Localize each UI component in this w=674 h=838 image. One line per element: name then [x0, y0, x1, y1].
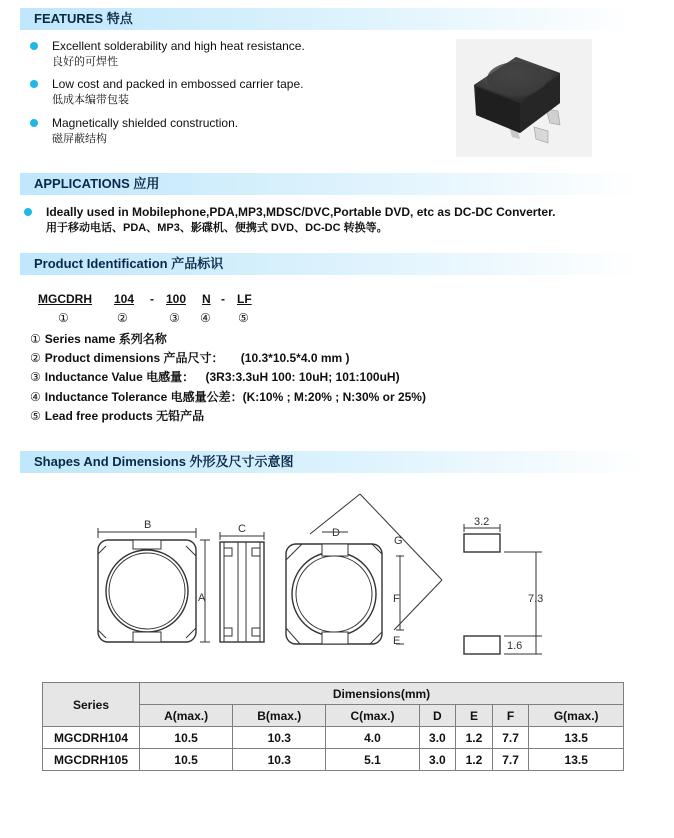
feature-cn: 低成本编带包装 [52, 94, 129, 106]
col-f-header: F [492, 705, 529, 727]
features-header [20, 8, 636, 30]
value-cell: 7.7 [492, 727, 529, 749]
shapes-header-text: Shapes And Dimensions 外形及尺寸示意图 [34, 454, 294, 469]
product-photo [456, 39, 592, 157]
label-pad: 1.6 [507, 640, 523, 652]
value-cell: 5.1 [326, 749, 419, 771]
table-header-row [43, 683, 624, 705]
value-cell: 10.3 [233, 727, 326, 749]
table-row [43, 749, 624, 771]
inductor-image [456, 39, 592, 157]
marker-1: ① [58, 311, 69, 325]
product-id-header-text: Product Identification 产品标识 [34, 256, 224, 271]
feature-item [30, 38, 305, 70]
value-cell: 10.5 [140, 727, 233, 749]
series-header: Series [43, 683, 140, 727]
part-leadfree: LF [237, 292, 252, 306]
dimensions-header: Dimensions(mm) [140, 683, 624, 705]
bullet-dot-icon [30, 42, 38, 50]
applications-header [20, 173, 642, 195]
col-c-header: C(max.) [326, 705, 419, 727]
id-item-num: ④ [30, 390, 41, 404]
id-item-label: Inductance Value 电感量： [44, 370, 195, 384]
series-cell: MGCDRH104 [43, 727, 140, 749]
feature-en: Magnetically shielded construction. [52, 116, 239, 130]
part-separator: - [150, 292, 154, 306]
label-f: F [393, 593, 400, 605]
id-item-num: ⑤ [30, 409, 41, 423]
part-separator: - [221, 292, 225, 306]
id-item-num: ② [30, 351, 41, 365]
value-cell: 7.7 [492, 749, 529, 771]
dimensions-table [42, 682, 624, 771]
id-item-num: ③ [30, 370, 41, 384]
value-cell: 1.2 [456, 727, 493, 749]
bullet-dot-icon [30, 80, 38, 88]
feature-en: Excellent solderability and high heat resistance. [52, 39, 305, 53]
dimension-drawing [0, 480, 674, 670]
col-a-header: A(max.) [140, 705, 233, 727]
feature-item [30, 115, 238, 147]
value-cell: 13.5 [529, 749, 624, 771]
col-b-header: B(max.) [233, 705, 326, 727]
id-item-2 [30, 350, 350, 366]
id-item-num: ① [30, 332, 41, 346]
value-cell: 10.5 [140, 749, 233, 771]
series-cell: MGCDRH105 [43, 749, 140, 771]
features-header-text: FEATURES 特点 [34, 11, 133, 26]
id-item-detail: (10.3*10.5*4.0 mm ) [240, 351, 350, 365]
top-view [98, 519, 210, 642]
shapes-header [20, 451, 646, 473]
label-a: A [198, 592, 206, 604]
bullet-dot-icon [30, 119, 38, 127]
id-item-label: Series name 系列名称 [44, 332, 167, 346]
label-c: C [238, 523, 246, 535]
label-width: 3.2 [474, 516, 490, 528]
part-tolerance: N [202, 292, 211, 306]
id-item-1 [30, 331, 167, 347]
id-item-label: Lead free products 无铅产品 [44, 409, 205, 423]
id-item-label: Inductance Tolerance 电感量公差： [44, 390, 243, 404]
id-item-3 [30, 369, 400, 385]
bottom-view [286, 494, 442, 647]
land-pattern [464, 516, 543, 654]
id-item-4 [30, 389, 426, 405]
application-en: Ideally used in Mobilephone,PDA,MP3,MDSC/DVC,Portable DVD, etc as DC-DC Converter. [46, 205, 556, 219]
part-series: MGCDRH [38, 292, 92, 306]
marker-3: ③ [169, 311, 180, 325]
marker-4: ④ [200, 311, 211, 325]
col-g-header: G(max.) [529, 705, 624, 727]
value-cell: 3.0 [419, 727, 456, 749]
marker-5: ⑤ [238, 311, 249, 325]
feature-cn: 磁屏蔽结构 [52, 133, 107, 145]
value-cell: 3.0 [419, 749, 456, 771]
feature-en: Low cost and packed in embossed carrier tape. [52, 77, 304, 91]
table-row [43, 727, 624, 749]
application-cn: 用于移动电话、PDA、MP3、影碟机、便携式 DVD、DC-DC 转换等。 [46, 222, 388, 234]
id-item-detail: (K:10% ; M:20% ; N:30% or 25%) [242, 390, 426, 404]
col-e-header: E [456, 705, 493, 727]
value-cell: 13.5 [529, 727, 624, 749]
label-e: E [393, 635, 401, 647]
bullet-dot-icon [24, 208, 32, 216]
id-item-5 [30, 408, 204, 424]
label-g: G [394, 535, 403, 547]
value-cell: 1.2 [456, 749, 493, 771]
product-id-header [20, 253, 642, 275]
side-view [220, 523, 264, 642]
part-dimension: 104 [114, 292, 135, 306]
label-spacing: 7.3 [528, 593, 544, 605]
feature-item [30, 76, 303, 108]
label-b: B [144, 519, 152, 531]
value-cell: 4.0 [326, 727, 419, 749]
id-item-label: Product dimensions 产品尺寸： [44, 351, 224, 365]
label-d: D [332, 527, 340, 539]
feature-cn: 良好的可焊性 [52, 56, 118, 68]
id-item-detail: (3R3:3.3uH 100: 10uH; 101:100uH) [205, 370, 400, 384]
marker-2: ② [117, 311, 128, 325]
application-item [24, 204, 555, 236]
col-d-header: D [419, 705, 456, 727]
applications-header-text: APPLICATIONS 应用 [34, 176, 160, 191]
part-inductance: 100 [166, 292, 187, 306]
value-cell: 10.3 [233, 749, 326, 771]
